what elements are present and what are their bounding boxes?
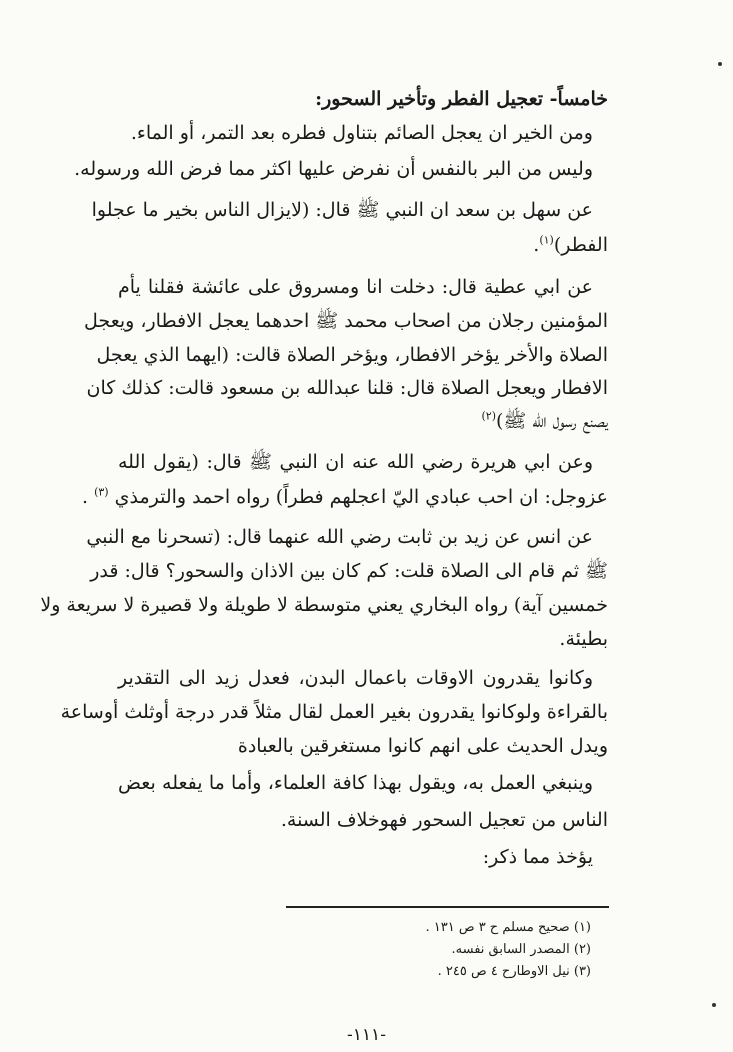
text-line: ويدل الحديث على انهم كانوا مستغرقين بالعبادة [237,735,608,757]
text-line: ﷺ ثم قام الى الصلاة قلت: كم كان بين الاذان والسحور؟ قال: قدر [90,560,608,582]
text-line: الفطر)$^{(١)}$. [533,233,608,256]
text-line: بطيئة. [559,628,608,650]
scan-speck [712,1003,716,1007]
footnote-ref: (١) [539,233,554,247]
text-line: يؤخذ مما ذكر: [482,846,593,868]
text-line: عن سهل بن سعد ان النبي ﷺ قال: (لايزال الناس بخير ما عجلوا [91,199,593,221]
page-number: -١١١- [347,1025,386,1045]
text-line: المؤمنين رجلان من اصحاب محمد ﷺ احدهما يعجل الافطار، ويعجل [84,310,608,332]
text-line [81,482,608,512]
text-fragment: يصنع رسول الله ﷺ) [495,410,608,432]
scan-speck [718,62,722,66]
footnote-2: (٢) المصدر السابق نفسه. [451,942,591,957]
footnote-3: (٣) نيل الاوطارح ٤ ص ٢٤٥ . [437,964,591,979]
text-line: ومن الخير ان يعجل الصائم بتناول فطره بعد التمر، أو الماء. [130,122,593,144]
footnote-ref: (٣) [94,485,109,499]
text-line: وعن ابي هريرة رضي الله عنه ان النبي ﷺ قال: (يقول الله [118,451,593,473]
text-line: الناس من تعجيل السحور فهوخلاف السنة. [280,809,608,831]
footnote-ref: (٢) [481,409,496,423]
text-line: خمسين آية) رواه البخاري يعني متوسطة لا طويلة ولا قصيرة لا سريعة ولا [40,594,608,616]
text-line: بالقراءة ولوكانوا يقدرون بغير العمل لقال مثلاً قدر درجة أوثلث أوساعة [60,701,608,723]
text-fragment: الفطر) [553,234,608,256]
footnote-divider [286,906,609,908]
text-line [118,406,608,436]
text-line: عن ابي عطية قال: دخلت انا ومسروق على عائشة فقلنا يأم [118,276,593,298]
text-line: الافطار ويعجل الصلاة قال: قلنا عبدالله بن مسعود قالت: كذلك كان [86,377,608,399]
text-line: الصلاة والأخر يؤخر الافطار، ويؤخر الصلاة قالت: (ايهما الذي يعجل [96,344,608,366]
section-heading: خامساً- تعجيل الفطر وتأخير السحور: [315,88,608,110]
text-line: وينبغي العمل به، ويقول بهذا كافة العلماء، وأما ما يفعله بعض [118,772,593,794]
text-line: عن انس عن زيد بن ثابت رضي الله عنهما قال: (تسحرنا مع النبي [86,526,593,548]
text-line: وكانوا يقدرون الاوقات باعمال البدن، فعدل زيد الى التقدير [118,667,593,689]
text-line: وليس من البر بالنفس أن نفرض عليها اكثر مما فرض الله ورسوله. [74,158,593,180]
text-fragment: . [81,486,89,508]
text-fragment: عزوجل: ان احب عبادي اليّ اعجلهم فطراً) رواه احمد والترمذي [114,486,608,508]
footnote-1: (١) صحيح مسلم ح ٣ ص ١٣١ . [425,920,591,935]
